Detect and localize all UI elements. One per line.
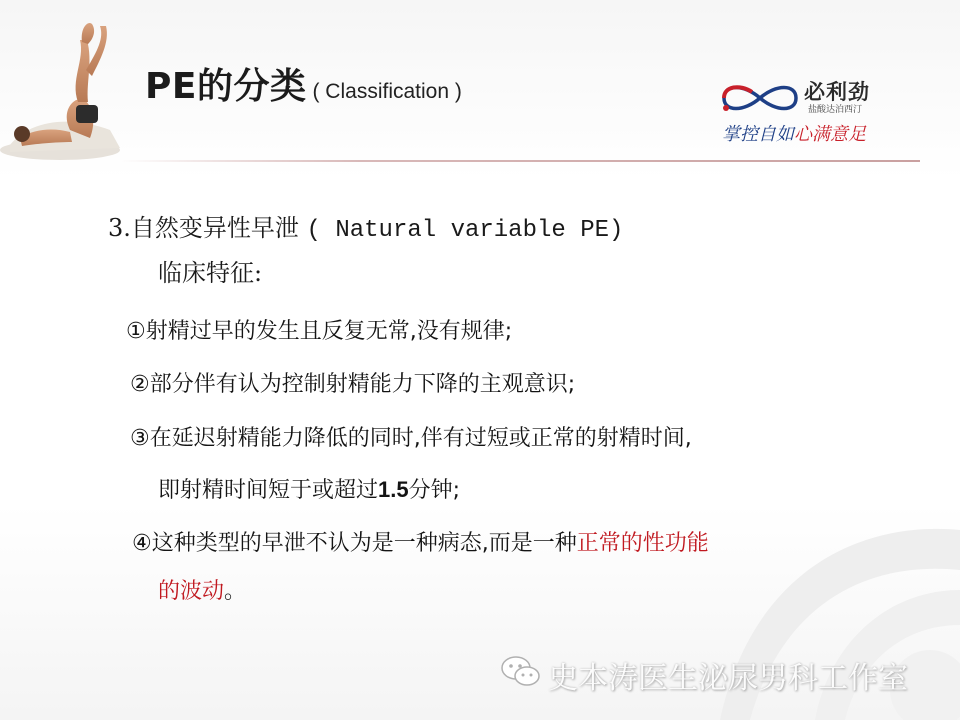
subheading: 临床特征: xyxy=(158,259,263,287)
item4-end: 。 xyxy=(224,579,247,604)
list-item-2: ②部分伴有认为控制射精能力下降的主观意识; xyxy=(130,372,576,397)
item3-number: 1.5 xyxy=(378,477,409,502)
wechat-icon xyxy=(500,652,542,692)
item4-emphasis: 正常的性功能 xyxy=(576,531,709,556)
watermark-text: 史本涛医生泌尿男科工作室 xyxy=(548,661,908,696)
list-item-4-line-1 xyxy=(132,526,709,557)
section-heading xyxy=(108,208,623,244)
list-item-3-line-1: ③在延迟射精能力降低的同时,伴有过短或正常的射精时间, xyxy=(130,426,692,451)
list-item-4-line-2 xyxy=(158,574,246,605)
section-heading-cn: 3.自然变异性早泄 xyxy=(108,214,299,242)
brand-logo xyxy=(718,74,918,148)
couple-photo xyxy=(0,10,140,160)
title-main: PE的分类 xyxy=(145,66,307,107)
infinity-logo-icon xyxy=(718,78,802,118)
title-subtitle: ( Classification ) xyxy=(312,80,462,103)
brand-slogan xyxy=(722,120,866,146)
slogan-part-1: 掌控自如 xyxy=(722,124,794,145)
item3-text-b: 分钟; xyxy=(408,478,461,503)
brand-name: 必利劲 xyxy=(804,79,870,104)
item4-text: ④这种类型的早泄不认为是一种病态,而是一种 xyxy=(132,531,577,556)
brand-generic-name: 盐酸达泊西汀 xyxy=(808,105,863,115)
slogan-part-2: 心满意足 xyxy=(794,124,866,145)
item4-emphasis-cont: 的波动 xyxy=(158,579,225,604)
item3-text-a: 即射精时间短于或超过 xyxy=(158,478,379,503)
list-item-1: ①射精过早的发生且反复无常,没有规律; xyxy=(126,319,513,344)
header-divider xyxy=(120,160,920,162)
section-heading-en: ( Natural variable PE) xyxy=(306,217,624,244)
list-item-3-line-2 xyxy=(158,473,460,504)
page-title xyxy=(145,58,462,109)
